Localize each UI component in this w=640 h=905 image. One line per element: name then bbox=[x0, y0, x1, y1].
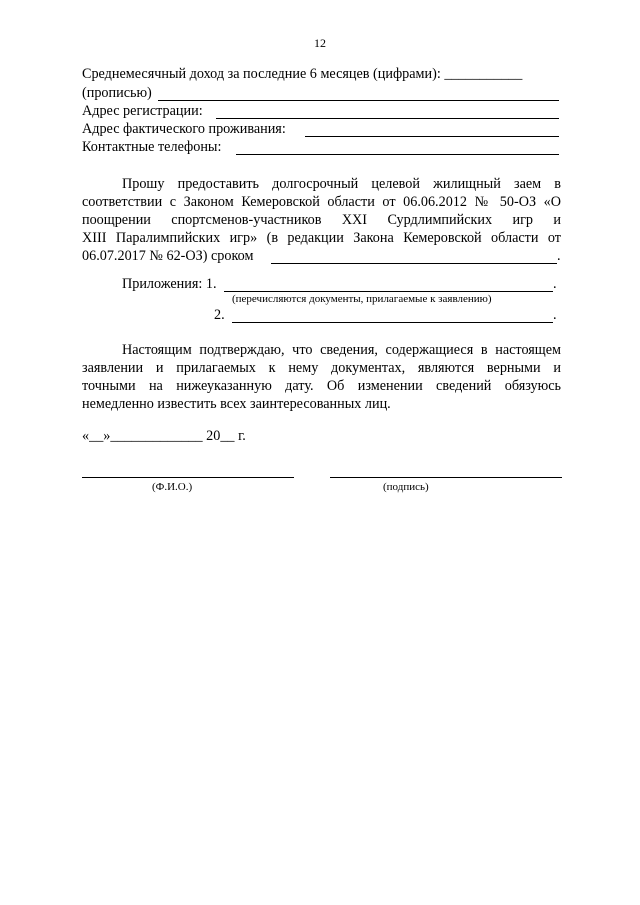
attachment-2-label: 2. bbox=[214, 307, 225, 323]
attachments-label: Приложения: 1. bbox=[122, 276, 217, 292]
attachments-hint: (перечисляются документы, прилагаемые к заявлению) bbox=[232, 293, 492, 305]
date-line: «__»_____________ 20__ г. bbox=[82, 428, 246, 444]
page-number: 12 bbox=[314, 36, 326, 50]
registration-label: Адрес регистрации: bbox=[82, 103, 203, 119]
confirmation-line-2: заявлении и прилагаемых к нему документах, являются верными и bbox=[82, 360, 561, 376]
actual-address-field[interactable] bbox=[305, 136, 559, 137]
fio-field[interactable] bbox=[82, 477, 294, 478]
income-words-field[interactable] bbox=[158, 100, 559, 101]
fio-caption: (Ф.И.О.) bbox=[152, 481, 193, 493]
request-line-4: XIII Паралимпийских игр» (в редакции Закона Кемеровской области от bbox=[82, 230, 561, 246]
phones-label: Контактные телефоны: bbox=[82, 139, 222, 155]
request-line-3: поощрении спортсменов-участников XXI Сурдлимпийских игр и bbox=[82, 212, 561, 228]
request-line-1: Прошу предоставить долгосрочный целевой жилищный заем в bbox=[122, 176, 561, 192]
income-label: Среднемесячный доход за последние 6 месяцев (цифрами): ___________ bbox=[82, 66, 523, 82]
attachment-1-end: . bbox=[553, 276, 557, 292]
signature-caption: (подпись) bbox=[383, 481, 429, 493]
term-end: . bbox=[557, 248, 561, 264]
phones-field[interactable] bbox=[236, 154, 559, 155]
confirmation-line-4: немедленно известить всех заинтересованных лиц. bbox=[82, 396, 391, 412]
request-line-5: 06.07.2017 № 62-ОЗ) сроком bbox=[82, 248, 254, 264]
attachment-2-end: . bbox=[553, 307, 557, 323]
actual-address-label: Адрес фактического проживания: bbox=[82, 121, 286, 137]
registration-field[interactable] bbox=[216, 118, 559, 119]
request-line-2: соответствии с Законом Кемеровской области от 06.06.2012 № 50-ОЗ «О bbox=[82, 194, 561, 210]
attachment-1-field[interactable] bbox=[224, 291, 553, 292]
attachment-2-field[interactable] bbox=[232, 322, 553, 323]
confirmation-line-1: Настоящим подтверждаю, что сведения, содержащиеся в настоящем bbox=[122, 342, 561, 358]
term-field[interactable] bbox=[271, 263, 557, 264]
confirmation-line-3: точными на нижеуказанную дату. Об изменении сведений обязуюсь bbox=[82, 378, 561, 394]
income-words-label: (прописью) bbox=[82, 85, 152, 101]
signature-field[interactable] bbox=[330, 477, 562, 478]
